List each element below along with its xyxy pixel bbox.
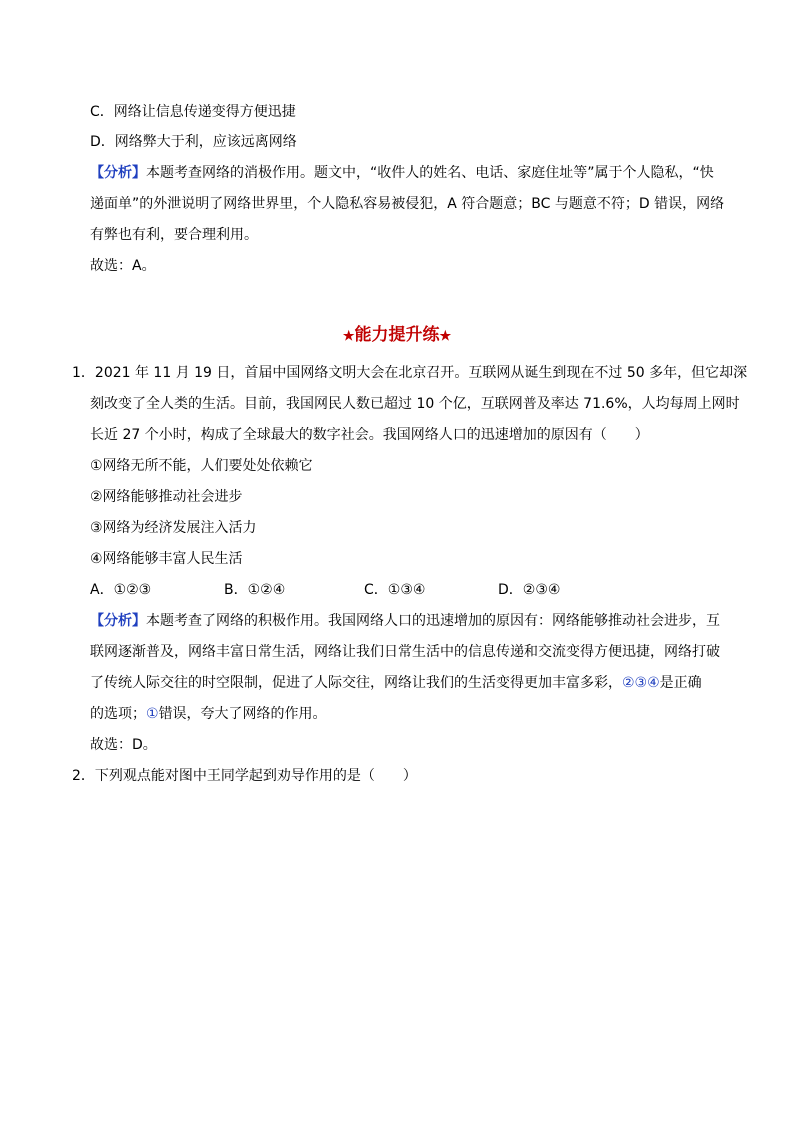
q1-stem-line-3: 长近 27 个小时，构成了全球最大的数字社会。我国网络人口的迅速增加的原因有（ ） bbox=[90, 427, 649, 443]
q1-answer: 故选：D。 bbox=[90, 737, 157, 753]
analysis-tag: 【分析】 bbox=[90, 613, 146, 629]
analysis-text: 本题考查网络的消极作用。题文中，“收件人的姓名、电话、家庭住址等”属于个人隐私，“快 bbox=[146, 165, 714, 181]
analysis-text: 错误，夸大了网络的作用。 bbox=[158, 706, 327, 722]
prev-analysis-line-3: 有弊也有利，要合理利用。 bbox=[90, 227, 258, 243]
q1-statement-4: ④网络能够丰富人民生活 bbox=[90, 551, 243, 567]
star-icon: ★ bbox=[439, 329, 452, 344]
q1-statement-2: ②网络能够推动社会进步 bbox=[90, 489, 243, 505]
q1-option-a: A．①②③ bbox=[90, 582, 152, 598]
q1-analysis-line-1 bbox=[90, 610, 734, 632]
q1-analysis-line-4 bbox=[90, 703, 734, 725]
star-icon: ★ bbox=[342, 329, 355, 344]
q1-option-d: D．②③④ bbox=[498, 582, 561, 598]
analysis-text: 本题考查了网络的积极作用。我国网络人口的迅速增加的原因有：网络能够推动社会进步，互 bbox=[146, 613, 720, 629]
prev-option-c: C．网络让信息传递变得方便迅捷 bbox=[90, 104, 296, 120]
q1-analysis-line-2: 联网逐渐普及，网络丰富日常生活，网络让我们日常生活中的信息传递和交流变得方便迅捷，网络打破 bbox=[90, 644, 720, 660]
prev-answer: 故选：A。 bbox=[90, 258, 156, 274]
section-title: 能力提升练 bbox=[354, 325, 440, 345]
analysis-text: 的选项； bbox=[90, 706, 146, 722]
circled-numbers: ②③④ bbox=[622, 675, 660, 691]
analysis-text: 是正确 bbox=[659, 675, 702, 691]
q1-stem-line-2: 刻改变了全人类的生活。目前，我国网民人数已超过 10 个亿，互联网普及率达 71.6%，人均每周上网时 bbox=[90, 396, 740, 412]
q1-stem-line-1: 1．2021 年 11 月 19 日，首届中国网络文明大会在北京召开。互联网从诞生到现在不过 50 多年，但它却深 bbox=[72, 365, 748, 381]
analysis-tag: 【分析】 bbox=[90, 165, 146, 181]
q1-statement-1: ①网络无所不能，人们要处处依赖它 bbox=[90, 458, 313, 474]
q1-option-c: C．①③④ bbox=[364, 582, 426, 598]
q2-stem-line-1: 2．下列观点能对图中王同学起到劝导作用的是（ ） bbox=[72, 768, 417, 784]
q1-statement-3: ③网络为经济发展注入活力 bbox=[90, 520, 257, 536]
circled-numbers: ① bbox=[146, 706, 159, 722]
q1-options bbox=[90, 579, 734, 601]
analysis-text: 了传统人际交往的时空限制，促进了人际交往，网络让我们的生活变得更加丰富多彩， bbox=[90, 675, 622, 691]
prev-analysis-line-1 bbox=[90, 162, 734, 184]
q1-analysis-line-3 bbox=[90, 672, 734, 694]
prev-option-d: D．网络弊大于利，应该远离网络 bbox=[90, 134, 297, 150]
prev-analysis-line-2: 递面单”的外泄说明了网络世界里，个人隐私容易被侵犯，A 符合题意；BC 与题意不符；D 错误，网络 bbox=[90, 196, 725, 212]
q1-option-b: B．①②④ bbox=[224, 582, 286, 598]
section-heading bbox=[0, 322, 794, 350]
